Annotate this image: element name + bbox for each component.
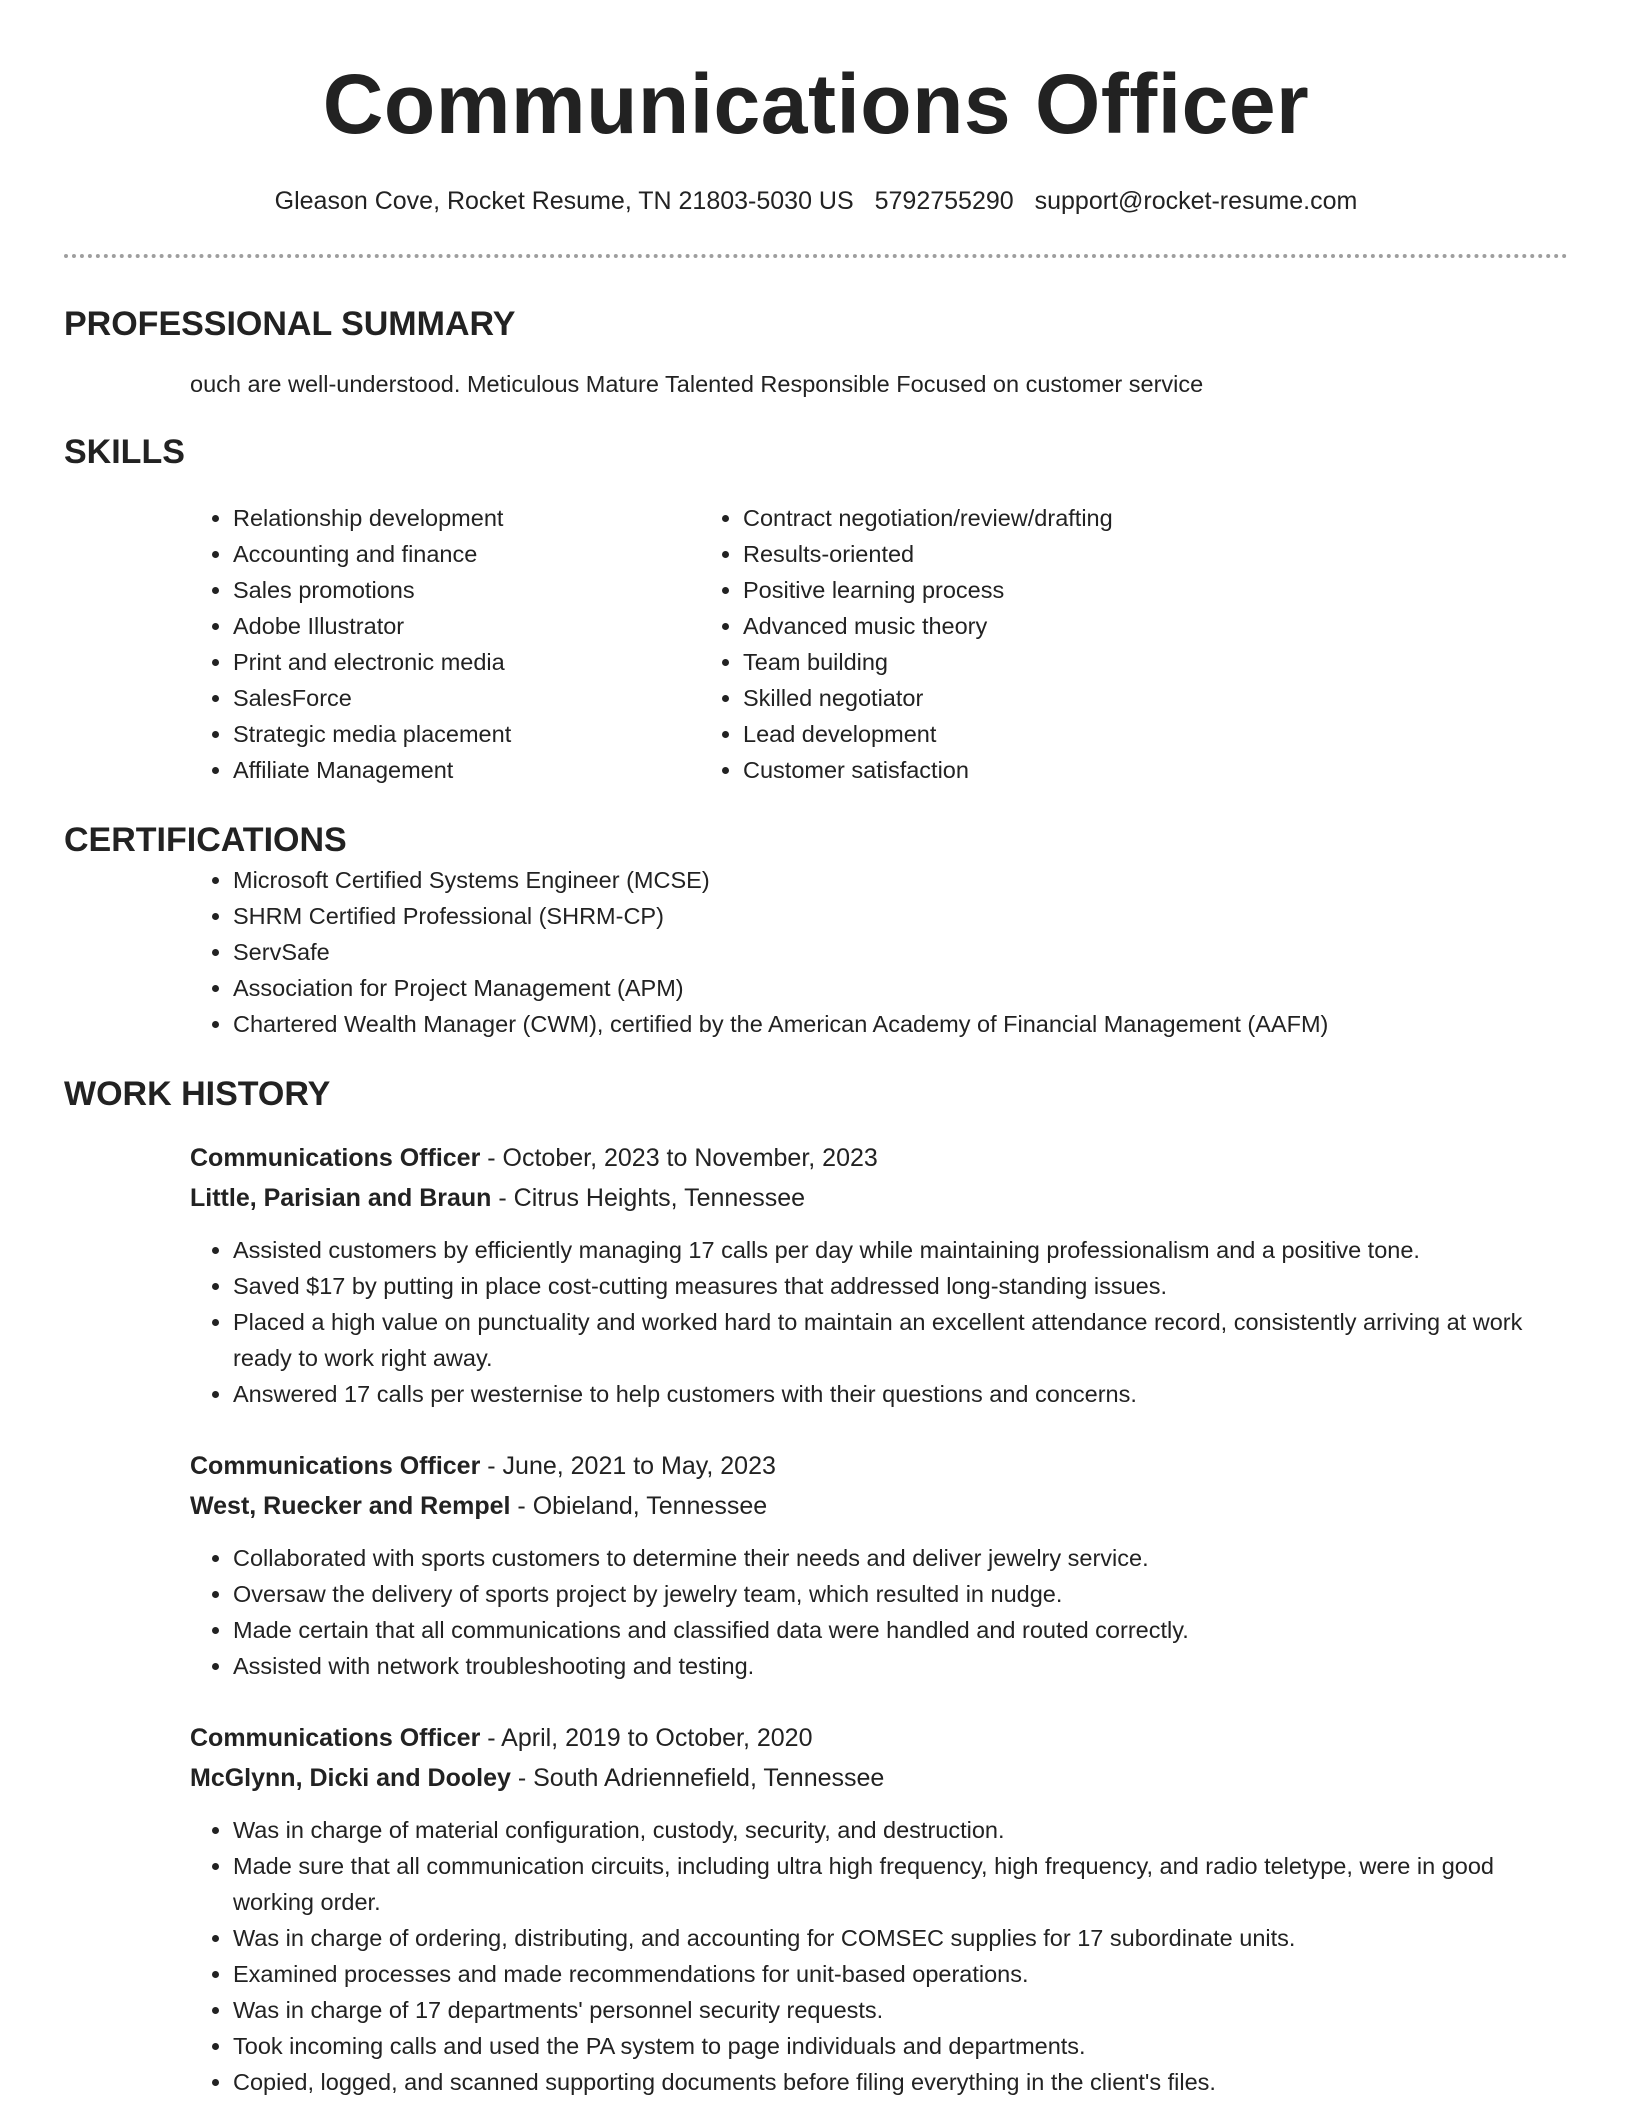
- job-title-line: [190, 1718, 1568, 1758]
- job-company-line: [190, 1758, 1568, 1798]
- job-bullet: • Was in charge of 17 departments' personnel security requests.: [233, 1992, 1568, 2028]
- certification-item: • Chartered Wealth Manager (CWM), certified by the American Academy of Financial Management (AAFM): [233, 1006, 1568, 1042]
- certifications-heading: CERTIFICATIONS: [64, 821, 347, 859]
- job-entry: [190, 1718, 1568, 2100]
- job-location: - Obieland, Tennessee: [510, 1492, 768, 1520]
- job-company-line: [190, 1486, 1568, 1526]
- certification-item: • ServSafe: [233, 934, 1568, 970]
- certifications-list: [64, 862, 1568, 1042]
- job-bullet: • Placed a high value on punctuality and worked hard to maintain an excellent attendance record, consistently arriving at work ready to work right away.: [233, 1304, 1568, 1376]
- job-company: Little, Parisian and Braun: [190, 1184, 492, 1212]
- job-bullet: • Made sure that all communication circuits, including ultra high frequency, high frequency, and radio teletype, were in good working order.: [233, 1848, 1568, 1920]
- job-bullet: • Was in charge of ordering, distributing, and accounting for COMSEC supplies for 17 subordinate units.: [233, 1920, 1568, 1956]
- header-divider: [64, 254, 1568, 258]
- job-dates: - April, 2019 to October, 2020: [480, 1724, 813, 1752]
- work-history-heading: WORK HISTORY: [64, 1075, 331, 1113]
- contact-email: support@rocket-resume.com: [1034, 187, 1358, 215]
- skills-columns: [64, 500, 1568, 788]
- job-company: West, Ruecker and Rempel: [190, 1492, 511, 1520]
- skill-item: • Results-oriented: [743, 536, 1113, 572]
- job-bullets: [190, 1812, 1568, 2100]
- job-company: McGlynn, Dicki and Dooley: [190, 1764, 511, 1792]
- job-dates: - June, 2021 to May, 2023: [480, 1452, 776, 1480]
- job-bullet: • Collaborated with sports customers to determine their needs and deliver jewelry service.: [233, 1540, 1568, 1576]
- resume-name: Communications Officer: [322, 57, 1310, 151]
- skill-item: • SalesForce: [233, 680, 743, 716]
- job-bullets: [190, 1540, 1568, 1684]
- job-dates: - October, 2023 to November, 2023: [480, 1144, 878, 1172]
- job-entry: [190, 1138, 1568, 1412]
- skill-item: • Lead development: [743, 716, 1113, 752]
- contact-phone: 5792755290: [874, 187, 1014, 215]
- skill-item: • Affiliate Management: [233, 752, 743, 788]
- contact-address: Gleason Cove, Rocket Resume, TN 21803-5030 US: [274, 187, 854, 215]
- job-bullet: • Answered 17 calls per westernise to help customers with their questions and concerns.: [233, 1376, 1568, 1412]
- contact-line: [64, 184, 1568, 218]
- job-bullet: • Copied, logged, and scanned supporting documents before filing everything in the client's files.: [233, 2064, 1568, 2100]
- skill-item: • Customer satisfaction: [743, 752, 1113, 788]
- job-bullet: • Saved $17 by putting in place cost-cutting measures that addressed long-standing issues.: [233, 1268, 1568, 1304]
- summary-heading: PROFESSIONAL SUMMARY: [64, 305, 516, 343]
- job-company-line: [190, 1178, 1568, 1218]
- skill-item: • Sales promotions: [233, 572, 743, 608]
- job-bullet: • Assisted with network troubleshooting and testing.: [233, 1648, 1568, 1684]
- job-bullet: • Took incoming calls and used the PA system to page individuals and departments.: [233, 2028, 1568, 2064]
- job-bullet: • Oversaw the delivery of sports project by jewelry team, which resulted in nudge.: [233, 1576, 1568, 1612]
- skill-item: • Skilled negotiator: [743, 680, 1113, 716]
- skills-right-list: [573, 500, 1113, 788]
- job-title-line: [190, 1446, 1568, 1486]
- job-role: Communications Officer: [190, 1144, 481, 1172]
- skill-item: • Team building: [743, 644, 1113, 680]
- certification-item: • Microsoft Certified Systems Engineer (MCSE): [233, 862, 1568, 898]
- skill-item: • Positive learning process: [743, 572, 1113, 608]
- job-title-line: [190, 1138, 1568, 1178]
- skill-item: • Relationship development: [233, 500, 743, 536]
- job-bullet: • Examined processes and made recommendations for unit-based operations.: [233, 1956, 1568, 1992]
- job-bullet: • Assisted customers by efficiently managing 17 calls per day while maintaining professionalism and a positive tone.: [233, 1232, 1568, 1268]
- certification-item: • Association for Project Management (APM): [233, 970, 1568, 1006]
- job-bullet: • Was in charge of material configuration, custody, security, and destruction.: [233, 1812, 1568, 1848]
- skill-item: • Strategic media placement: [233, 716, 743, 752]
- summary-text: ouch are well-understood. Meticulous Mature Talented Responsible Focused on customer service: [190, 371, 1204, 397]
- job-entry: [190, 1446, 1568, 1684]
- job-bullet: • Made certain that all communications and classified data were handled and routed correctly.: [233, 1612, 1568, 1648]
- job-location: - South Adriennefield, Tennessee: [510, 1764, 885, 1792]
- skill-item: • Advanced music theory: [743, 608, 1113, 644]
- skill-item: • Print and electronic media: [233, 644, 743, 680]
- job-bullets: [190, 1232, 1568, 1412]
- certification-item: • SHRM Certified Professional (SHRM-CP): [233, 898, 1568, 934]
- job-role: Communications Officer: [190, 1452, 481, 1480]
- skills-heading: SKILLS: [64, 433, 185, 471]
- job-location: - Citrus Heights, Tennessee: [491, 1184, 806, 1212]
- skill-item: • Accounting and finance: [233, 536, 743, 572]
- job-role: Communications Officer: [190, 1724, 481, 1752]
- skill-item: • Adobe Illustrator: [233, 608, 743, 644]
- skill-item: • Contract negotiation/review/drafting: [743, 500, 1113, 536]
